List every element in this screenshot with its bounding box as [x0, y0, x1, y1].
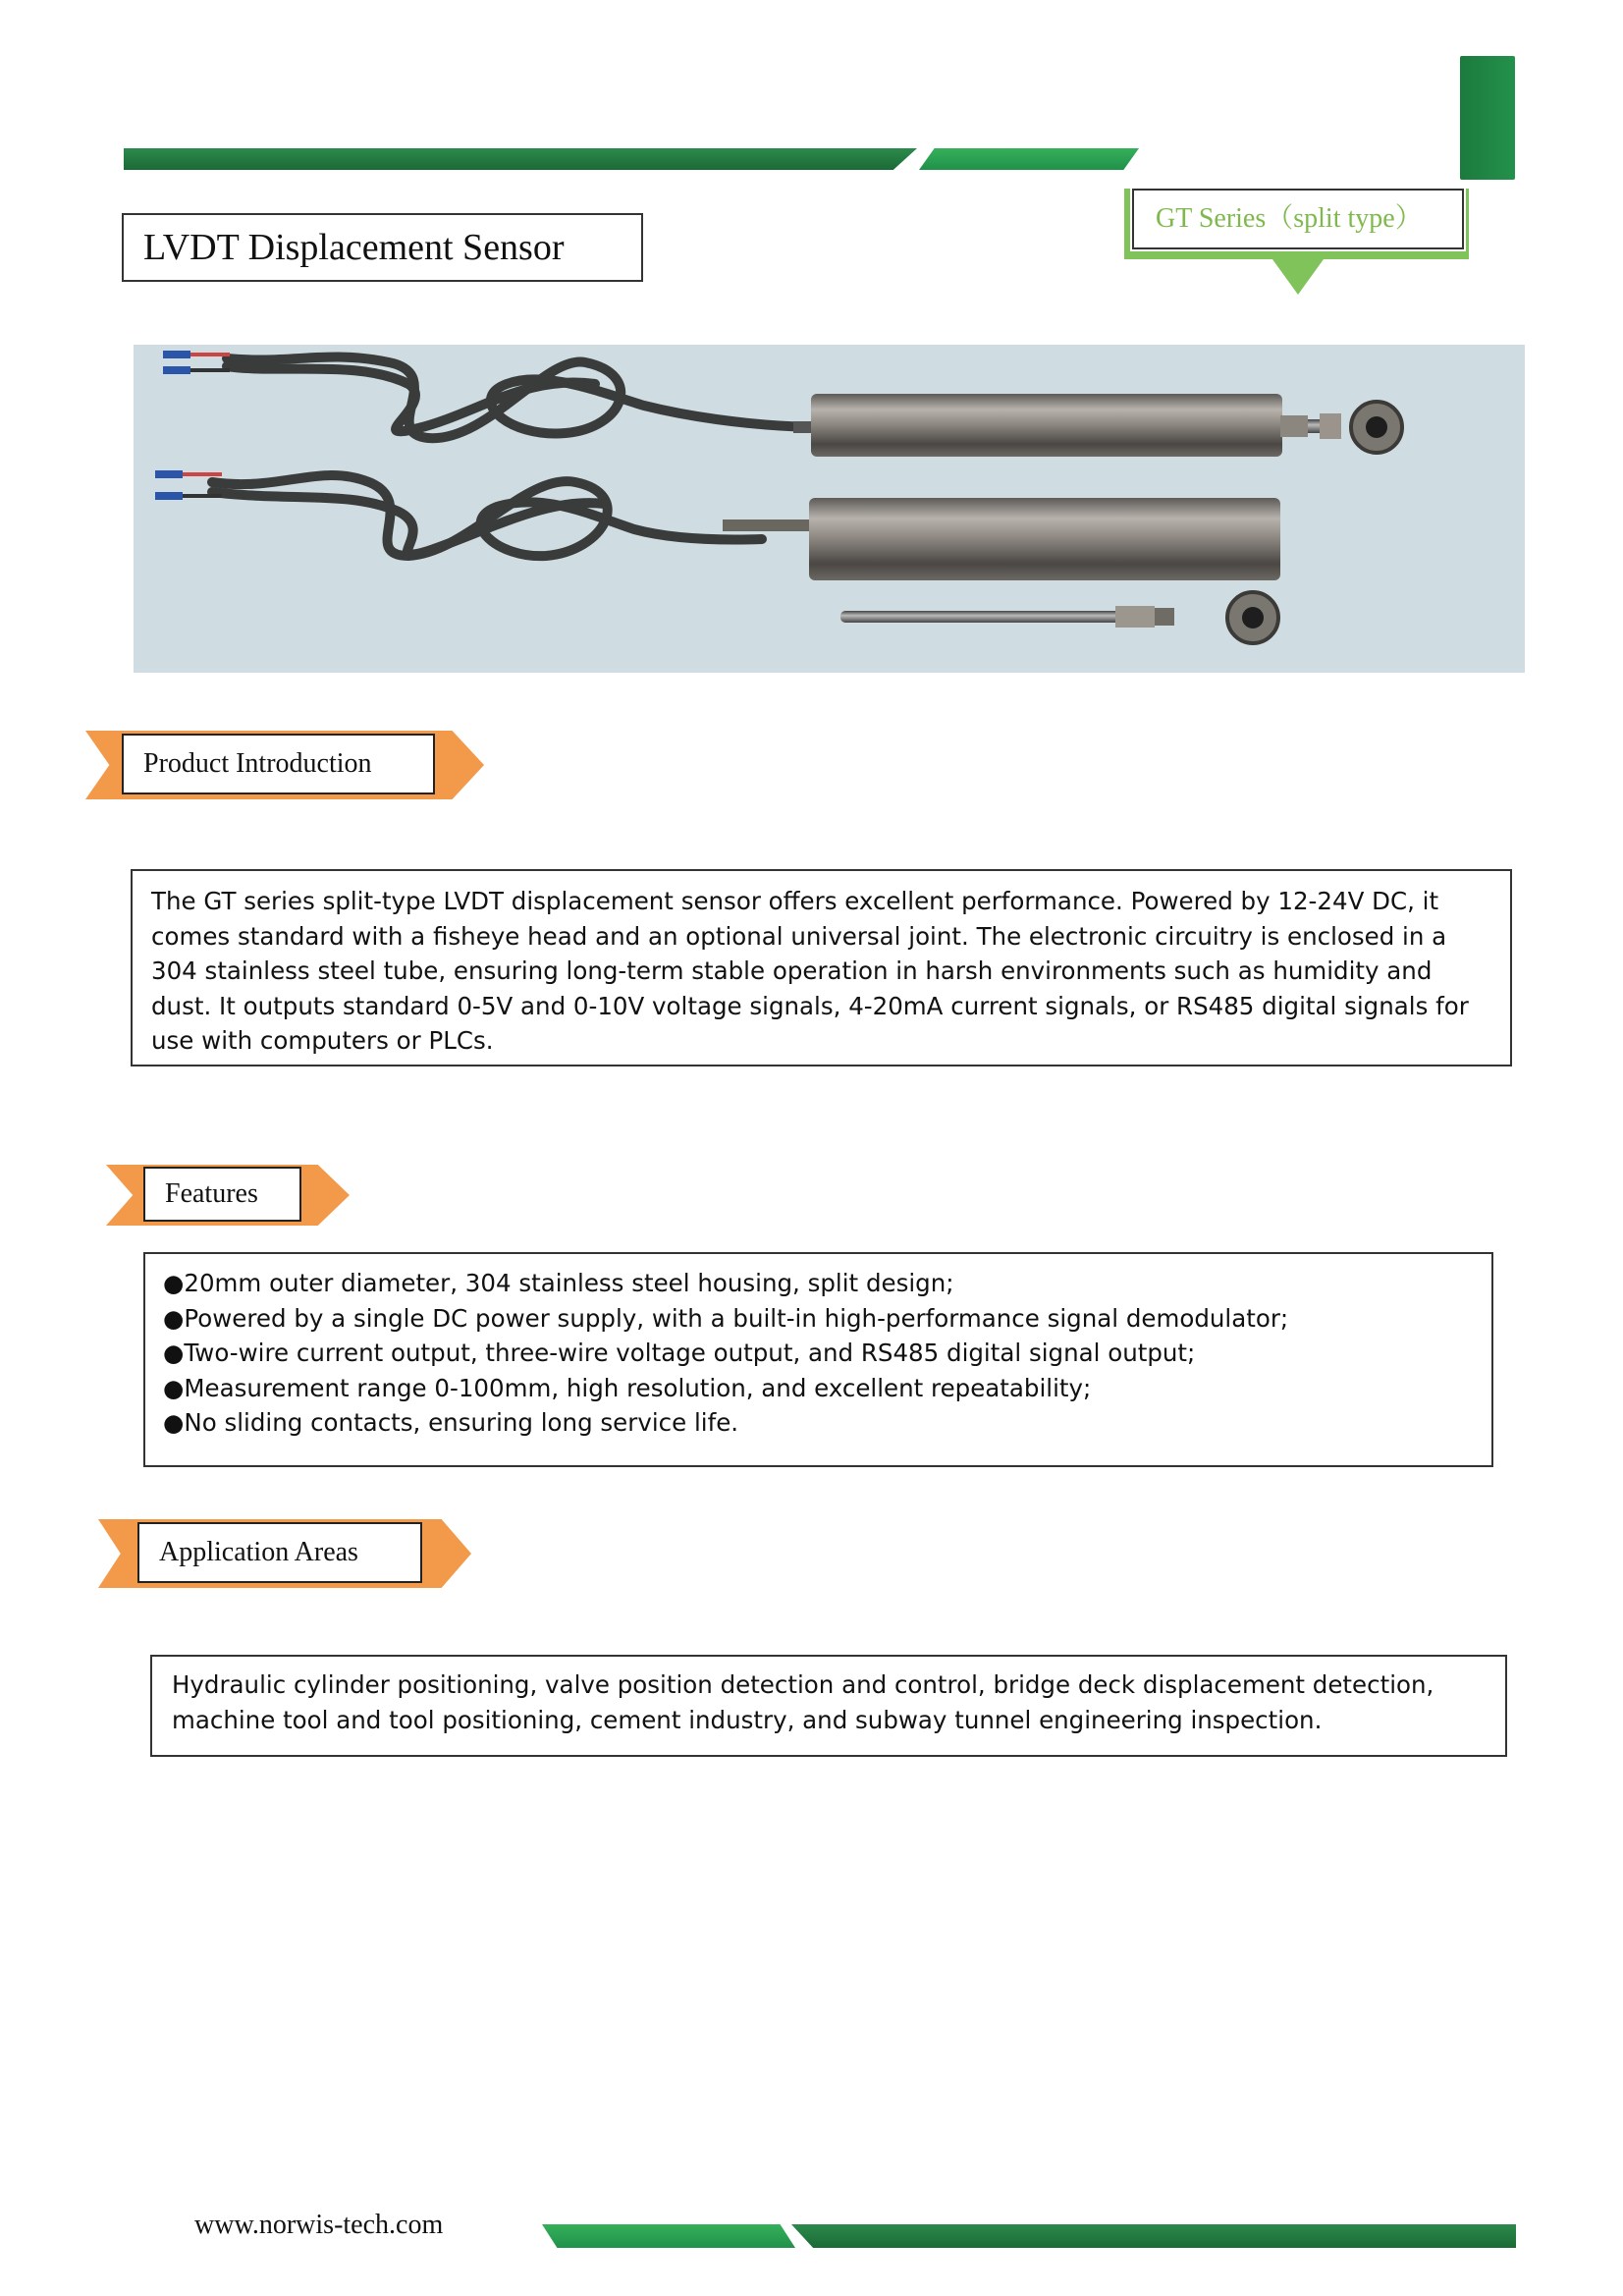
sensor-upper [793, 394, 1402, 457]
page-title: LVDT Displacement Sensor [122, 213, 643, 282]
cable-lower [212, 475, 762, 556]
applications-text: Hydraulic cylinder positioning, valve position detection and control, bridge deck displacement detection, machine tool and tool positioning, cement industry, and subway tunnel engineering inspection. [172, 1670, 1434, 1734]
feature-item: ●No sliding contacts, ensuring long service life. [163, 1408, 739, 1437]
applications-text-box [150, 1655, 1507, 1757]
footer-stripe-light [542, 2224, 795, 2248]
feature-item: ●Two-wire current output, three-wire voltage output, and RS485 digital signal output; [163, 1339, 1196, 1367]
header-stripe-dark [124, 148, 917, 170]
header-corner-block [1460, 56, 1515, 180]
lvdt-sensor-illustration [134, 345, 1525, 673]
wire-terminals [155, 351, 230, 500]
intro-text: The GT series split-type LVDT displacement sensor offers excellent performance. Powered by 12-24V DC, it comes standard with a fisheye head and an optional universal joint. The electronic circuitry is enclosed in a 304 stainless steel tube, ensuring long-term stable operation in harsh environments such as humidity and dust. It outputs standard 0-5V and 0-10V voltage signals, 4-20mA current signals, or RS485 digital signals for use with computers or PLCs. [151, 887, 1469, 1055]
applications-heading: Application Areas [137, 1522, 422, 1583]
series-down-arrow-icon [1272, 259, 1324, 295]
features-box [143, 1252, 1493, 1467]
intro-heading: Product Introduction [122, 734, 435, 794]
features-list [163, 1266, 1478, 1441]
cable-upper [227, 357, 811, 439]
footer-stripe-dark [791, 2224, 1516, 2248]
feature-item: ●20mm outer diameter, 304 stainless steel housing, split design; [163, 1269, 954, 1297]
footer-website-link[interactable]: www.norwis-tech.com [194, 2210, 444, 2240]
header-stripe-light [919, 148, 1139, 170]
features-heading: Features [143, 1167, 301, 1222]
series-tag: GT Series（split type） [1132, 189, 1464, 249]
intro-text-box [131, 869, 1512, 1066]
feature-item: ●Powered by a single DC power supply, with a built-in high-performance signal demodulator; [163, 1303, 1289, 1333]
sensor-lower [723, 498, 1280, 580]
feature-item: ●Measurement range 0-100mm, high resolution, and excellent repeatability; [163, 1373, 1092, 1402]
sensor-core-rod [840, 592, 1278, 643]
product-photo [134, 345, 1525, 673]
